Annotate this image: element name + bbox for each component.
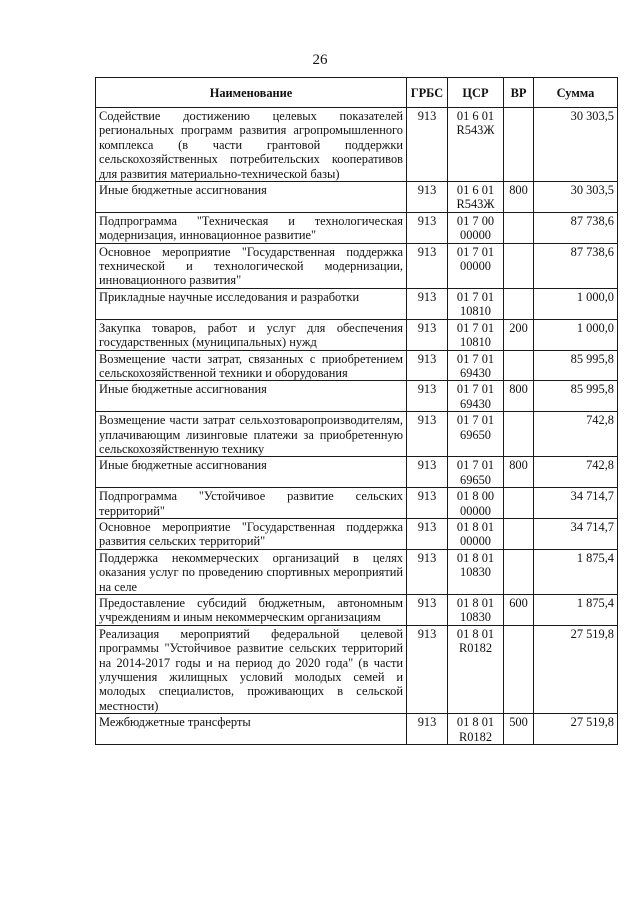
cell-grbs: 913	[407, 412, 448, 457]
cell-grbs: 913	[407, 549, 448, 594]
cell-grbs: 913	[407, 488, 448, 519]
cell-name: Предоставление субсидий бюджетным, автономным учреждениям и иным некоммерческим организациям	[96, 595, 407, 626]
header-sum: Сумма	[534, 78, 618, 108]
cell-sum: 742,8	[534, 412, 618, 457]
cell-csr: 01 6 01 R543Ж	[448, 108, 504, 182]
cell-sum: 27 519,8	[534, 714, 618, 745]
cell-sum: 1 000,0	[534, 319, 618, 350]
header-csr: ЦСР	[448, 78, 504, 108]
table-row	[96, 488, 618, 519]
cell-sum: 87 738,6	[534, 212, 618, 243]
cell-sum: 85 995,8	[534, 350, 618, 381]
cell-csr: 01 8 00 00000	[448, 488, 504, 519]
cell-vr	[504, 350, 534, 381]
cell-vr: 800	[504, 381, 534, 412]
cell-sum: 27 519,8	[534, 625, 618, 713]
cell-csr: 01 7 01 69430	[448, 381, 504, 412]
cell-name: Реализация мероприятий федеральной целевой программы "Устойчивое развитие сельских территорий на 2014-2017 годы и на период до 2020 года" (в части улучшения жилищных условий молодых семей и молодых специалистов, проживающих в сельской местности)	[96, 625, 407, 713]
cell-name: Содействие достижению целевых показателей региональных программ развития агропромышленного комплекса (в части грантовой поддержки сельскохозяйственных потребительских кооперативов для развития материально-технической базы)	[96, 108, 407, 182]
cell-sum: 742,8	[534, 457, 618, 488]
cell-grbs: 913	[407, 108, 448, 182]
cell-vr	[504, 288, 534, 319]
cell-vr	[504, 488, 534, 519]
table-row	[96, 518, 618, 549]
cell-vr	[504, 549, 534, 594]
cell-csr: 01 8 01 10830	[448, 549, 504, 594]
cell-csr: 01 8 01 R0182	[448, 714, 504, 745]
cell-sum: 30 303,5	[534, 108, 618, 182]
cell-sum: 85 995,8	[534, 381, 618, 412]
table-row	[96, 625, 618, 713]
cell-grbs: 913	[407, 518, 448, 549]
cell-csr: 01 7 01 10810	[448, 319, 504, 350]
cell-vr: 600	[504, 595, 534, 626]
cell-name: Иные бюджетные ассигнования	[96, 381, 407, 412]
cell-grbs: 913	[407, 319, 448, 350]
cell-vr: 800	[504, 182, 534, 213]
cell-name: Подпрограмма "Устойчивое развитие сельских территорий"	[96, 488, 407, 519]
cell-sum: 34 714,7	[534, 518, 618, 549]
cell-csr: 01 8 01 R0182	[448, 625, 504, 713]
cell-sum: 87 738,6	[534, 243, 618, 288]
cell-csr: 01 8 01 00000	[448, 518, 504, 549]
header-grbs: ГРБС	[407, 78, 448, 108]
cell-name: Иные бюджетные ассигнования	[96, 457, 407, 488]
cell-csr: 01 7 01 10810	[448, 288, 504, 319]
cell-name: Подпрограмма "Техническая и технологическая модернизация, инновационное развитие"	[96, 212, 407, 243]
cell-vr: 200	[504, 319, 534, 350]
cell-grbs: 913	[407, 243, 448, 288]
table-header-row	[96, 78, 618, 108]
cell-name: Поддержка некоммерческих организаций в целях оказания услуг по проведению спортивных мероприятий на селе	[96, 549, 407, 594]
table-row	[96, 108, 618, 182]
budget-table	[95, 77, 618, 745]
cell-name: Возмещение части затрат, связанных с приобретением сельскохозяйственной техники и оборудования	[96, 350, 407, 381]
cell-vr	[504, 625, 534, 713]
cell-vr	[504, 212, 534, 243]
table-body	[96, 108, 618, 745]
header-name: Наименование	[96, 78, 407, 108]
cell-vr: 800	[504, 457, 534, 488]
cell-csr: 01 7 01 69430	[448, 350, 504, 381]
table-row	[96, 212, 618, 243]
table-row	[96, 182, 618, 213]
cell-name: Возмещение части затрат сельхозтоваропроизводителям, уплачивающим лизинговые платежи за приобретенную сельскохозяйственную технику	[96, 412, 407, 457]
cell-grbs: 913	[407, 625, 448, 713]
cell-vr	[504, 243, 534, 288]
cell-sum: 34 714,7	[534, 488, 618, 519]
table-row	[96, 714, 618, 745]
header-vr: ВР	[504, 78, 534, 108]
cell-grbs: 913	[407, 714, 448, 745]
cell-csr: 01 7 01 69650	[448, 457, 504, 488]
cell-csr: 01 7 01 69650	[448, 412, 504, 457]
page-number: 26	[312, 52, 328, 68]
cell-grbs: 913	[407, 595, 448, 626]
cell-grbs: 913	[407, 381, 448, 412]
cell-vr	[504, 518, 534, 549]
cell-sum: 1 000,0	[534, 288, 618, 319]
cell-sum: 1 875,4	[534, 549, 618, 594]
table-row	[96, 549, 618, 594]
table-row	[96, 319, 618, 350]
table-row	[96, 350, 618, 381]
cell-name: Основное мероприятие "Государственная поддержка технической и технологической модернизации, инновационного развития"	[96, 243, 407, 288]
cell-csr: 01 7 00 00000	[448, 212, 504, 243]
table-row	[96, 412, 618, 457]
table-row	[96, 457, 618, 488]
cell-name: Межбюджетные трансферты	[96, 714, 407, 745]
cell-grbs: 913	[407, 182, 448, 213]
cell-csr: 01 7 01 00000	[448, 243, 504, 288]
table-row	[96, 595, 618, 626]
cell-sum: 30 303,5	[534, 182, 618, 213]
cell-grbs: 913	[407, 457, 448, 488]
cell-name: Иные бюджетные ассигнования	[96, 182, 407, 213]
cell-vr: 500	[504, 714, 534, 745]
cell-sum: 1 875,4	[534, 595, 618, 626]
cell-csr: 01 6 01 R543Ж	[448, 182, 504, 213]
cell-grbs: 913	[407, 212, 448, 243]
table-row	[96, 243, 618, 288]
table-row	[96, 288, 618, 319]
cell-grbs: 913	[407, 288, 448, 319]
table-row	[96, 381, 618, 412]
cell-vr	[504, 412, 534, 457]
cell-csr: 01 8 01 10830	[448, 595, 504, 626]
cell-grbs: 913	[407, 350, 448, 381]
cell-name: Закупка товаров, работ и услуг для обеспечения государственных (муниципальных) нужд	[96, 319, 407, 350]
cell-name: Основное мероприятие "Государственная поддержка развития сельских территорий"	[96, 518, 407, 549]
cell-name: Прикладные научные исследования и разработки	[96, 288, 407, 319]
cell-vr	[504, 108, 534, 182]
